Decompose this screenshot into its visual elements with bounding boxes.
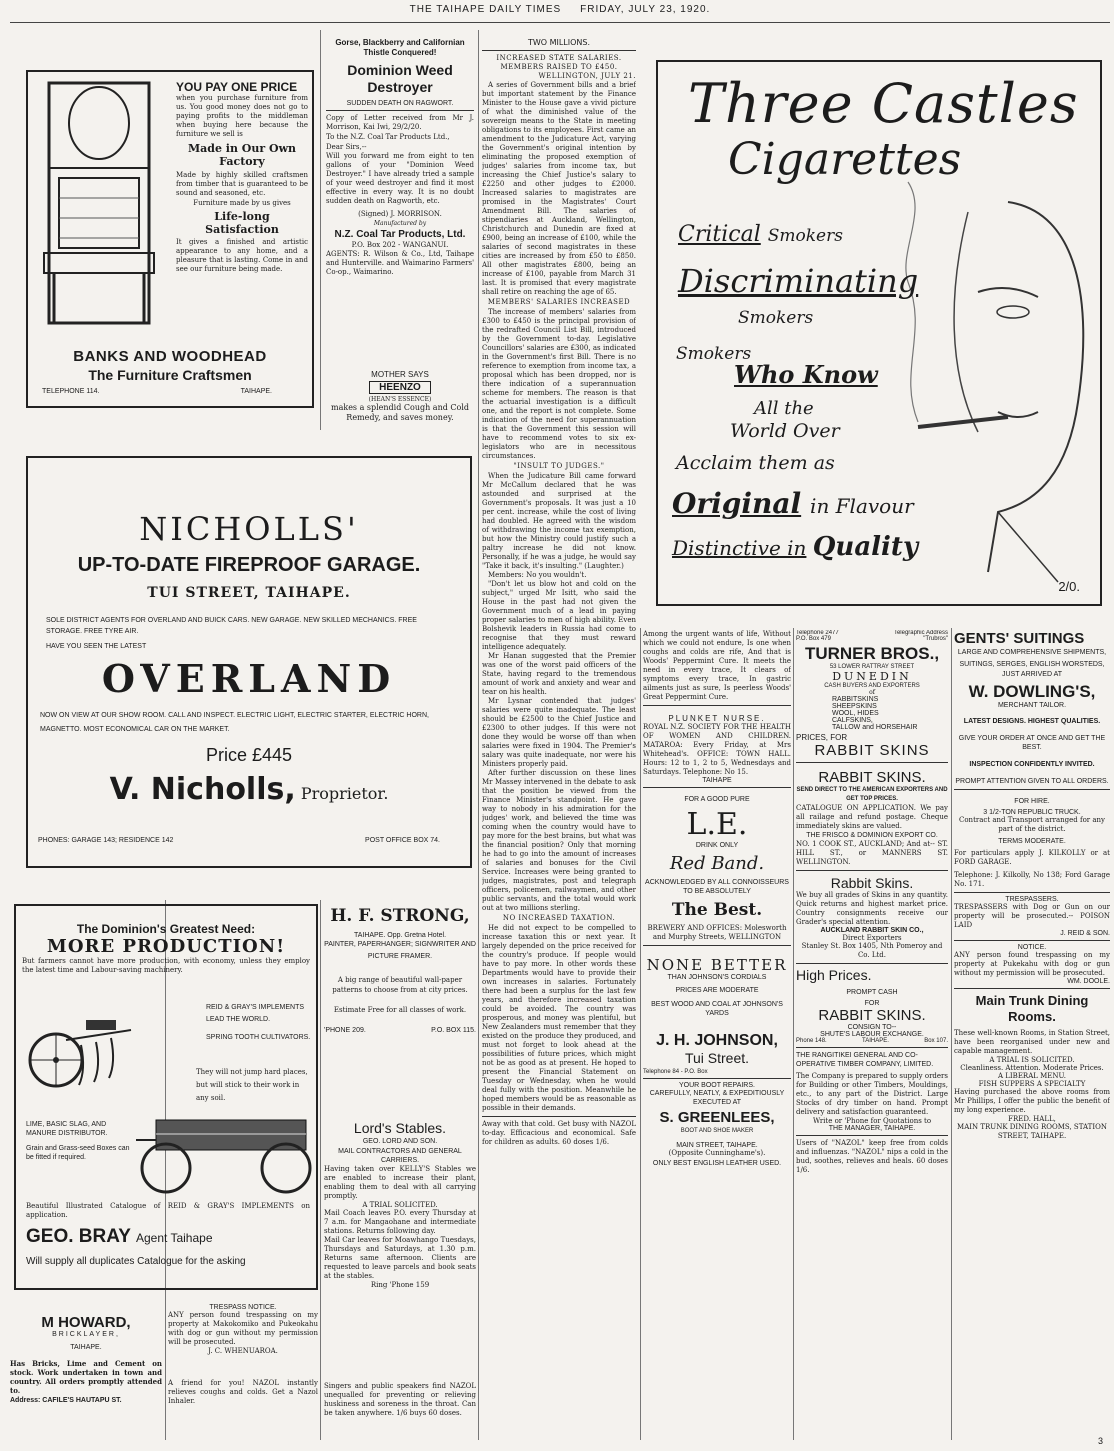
turner-cash: CASH BUYERS AND EXPORTERS [824, 683, 920, 689]
rangitikei-mgr: THE MANAGER, TAIHAPE. [828, 1125, 916, 1132]
turner-item: SHEEPSKINS [832, 703, 877, 710]
bray-name-line [26, 1226, 213, 1248]
divider [482, 50, 636, 51]
dining-body: These well-known Rooms, in Station Street, have been reorganised under new and capable management. [954, 1029, 1110, 1055]
divider [643, 945, 791, 946]
divider [954, 940, 1110, 941]
bray-spring: SPRING TOOTH CULTIVATORS. [206, 1034, 311, 1041]
weed-to: To the N.Z. Coal Tar Products Ltd., [326, 133, 450, 141]
weed-mfd: Manufactured by [373, 220, 427, 227]
column-right-inner [796, 630, 948, 1440]
lords-car: Mail Car leaves for Moawhango Tuesdays, Thursdays and Saturdays, at 1.30 p.m. Returns same afternoon. Clients are requested to leave parcels and book seats at the stables. [324, 1236, 476, 1280]
bray-lime: LIME, BASIC SLAG, AND MANURE DISTRIBUTOR. [26, 1121, 108, 1137]
article-sub: "INSULT TO JUDGES." [513, 462, 605, 470]
tc-smokers-1: Smokers [767, 226, 843, 246]
howard-body: Has Bricks, Lime and Cement on stock. Work undertaken in town and country. All orders promptly attended to. [10, 1359, 162, 1395]
article-sub: MEMBERS RAISED TO £450. [500, 63, 618, 71]
column-rule [320, 30, 321, 430]
greenlees-opp: (Opposite Cunninghame's). [668, 1149, 766, 1157]
tc-who-know: Who Know [734, 360, 878, 389]
weed-title: Dominion Weed Destroyer [347, 62, 453, 95]
shute-phone-line [796, 1038, 948, 1044]
nicholls-box: POST OFFICE BOX 74. [365, 837, 440, 844]
johnson-none: NONE BETTER [646, 956, 788, 974]
whenuaroa-body: ANY person found trespassing on my property at Makokomiko and Pukeokahu with dog or gun without my permission will be prosecuted. [168, 1311, 318, 1346]
kilkolly-apply: For particulars apply J. KILKOLLY or at FORD GARAGE. [954, 849, 1110, 866]
page-number: 3 [1098, 1436, 1104, 1446]
johnson-than: THAN JOHNSON'S CORDIALS [667, 974, 767, 981]
heenzo-ad [326, 370, 474, 440]
shute-for: FOR [864, 1000, 880, 1007]
kilkolly-truck: 3 1/2-TON REPUBLIC TRUCK. [983, 809, 1081, 816]
hall-stand-furniture-image [34, 78, 164, 328]
frisco-title: RABBIT SKINS. [818, 769, 926, 786]
column-rule [793, 628, 794, 1440]
tc-smokers-2: Smokers [738, 308, 814, 328]
woods-cure: Among the urgent wants of life, Without which we could not endure, Is one when coughs and colds are rife, And that is Woods' Peppermint Cure. It meets the need in every trace, It clears of symptoms every trace, In gastric ailments just as sure, Is peerless Woods' Great Peppermint Cure. [643, 630, 791, 701]
reid-title: TRESPASSERS. [1005, 896, 1059, 903]
divider [796, 1135, 948, 1136]
auckland-title: Rabbit Skins. [830, 875, 914, 891]
turner-tele: Telegraphic Address [893, 630, 948, 636]
whenuaroa-sign: J. C. WHENUAROA. [208, 1347, 278, 1355]
dowling-name: W. DOWLING'S, [968, 682, 1096, 701]
divider [643, 1078, 791, 1079]
article-title: TWO MILLIONS. [527, 38, 591, 47]
plunket-town: TAIHAPE [702, 777, 732, 784]
paragraph: Mr Hanan suggested that the Premier was one of the worst paid officers of the State, having regard to the tremendous amount of work and anxiety and wear and tear on his health. [482, 652, 636, 696]
dining-having: Having purchased the above rooms from Mr Phillips, I offer the public the benefit of my long experience. [954, 1088, 1110, 1114]
turner-name: TURNER BROS., [804, 644, 940, 663]
shute-name: SHUTE'S LABOUR EXCHANGE. [820, 1031, 924, 1038]
frisco-send: SEND DIRECT TO THE AMERICAN EXPORTERS AND GET TOP PRICES. [796, 787, 948, 802]
tc-quality: Quality [812, 532, 919, 562]
kilkolly-terms: TERMS MODERATE. [998, 838, 1066, 845]
howard-town: TAIHAPE. [70, 1344, 102, 1351]
dowling-give: GIVE YOUR ORDER AT ONCE AND GET THE BEST. [958, 735, 1106, 751]
article-sub: NO INCREASED TAXATION. [502, 914, 616, 922]
weed-maker: N.Z. Coal Tar Products, Ltd. [334, 229, 466, 240]
strong-est: Estimate Free for all classes of work. [333, 1006, 467, 1014]
auckland-name: AUCKLAND RABBIT SKIN CO., [820, 927, 924, 934]
banks-name: BANKS AND WOODHEAD [73, 348, 267, 365]
nicholls-view: NOW ON VIEW AT OUR SHOW ROOM. CALL AND INSPECT. ELECTRIC LIGHT, ELECTRIC STARTER, ELECTRIC HORN, MAGNETTO. MOST ECONOMICAL CAR ON THE MARKET. [40, 712, 429, 733]
johnson-phone: Telephone 84 - P.O. Box [643, 1069, 708, 1075]
turner-trubros: "Trubros" [923, 636, 948, 642]
tc-flavour: in Flavour [810, 494, 914, 518]
nazol-right: Users of "NAZOL" keep free from colds and influenzas. "NAZOL" nips a cold in the bud, soothes, relieves and heals. 60 doses 1/6. [796, 1139, 948, 1174]
turner-dunedin: DUNEDIN [832, 670, 912, 683]
turner-box-line [796, 636, 948, 642]
nicholls-prop-line [36, 772, 462, 807]
nicholls-garage: UP-TO-DATE FIREPROOF GARAGE. [77, 554, 421, 576]
shute-phone: Phone 148. [796, 1038, 827, 1044]
lords-owners: GEO. LORD AND SON. [362, 1138, 438, 1145]
strong-addr: TAIHAPE. Opp. Gretna Hotel. [353, 932, 447, 939]
greenlees-repairs: YOUR BOOT REPAIRS. [679, 1082, 755, 1089]
tc-acclaim: Acclaim them as [676, 452, 835, 474]
auckland-body: We buy all grades of Skins in any quantity. Quick returns and highest market price. Country consignments receive our Grader's special attention. [796, 891, 948, 926]
paragraph: The increase of members' salaries from £300 to £450 is the principal provision of the redrafted Council List Bill, introduced by the Government to-day. Legislative Councillors' salaries are £300, as indicated in the Government's first Bill. There is no reference to exemption from income tax, a proposal which has been dropped, nor is there indication of a superannuation scheme for members. The reason is that the actuarial investigation is a difficult one, and the report is not complete. Some indication of the need for superannuation is that the Government this session will have to recommend votes to six ex-legislators who are in necessitous circumstances. [482, 308, 636, 460]
weed-sign: (Signed) J. MORRISON. [358, 210, 442, 218]
heenzo-brand: HEENZO [369, 381, 431, 394]
manure-distributor-image [136, 1110, 316, 1196]
banks-craft: The Furniture Craftsmen [88, 367, 252, 383]
shute-box: Box 107. [924, 1038, 948, 1044]
banks-intro: when you purchase furniture from us. You good money does not go to paying profits to the middleman when buying here because the furniture we sell is [176, 94, 308, 138]
red-band-ack: ACKNOWLEDGED BY ALL CONNOISSEURS TO BE ABSOLUTELY [645, 879, 789, 895]
johnson-street: Tui Street. [684, 1050, 750, 1066]
dowling-large: LARGE AND COMPREHENSIVE SHIPMENTS, SUITINGS, SERGES, ENGLISH WORSTEDS, [957, 649, 1107, 668]
nazol-left-ad [324, 1382, 476, 1438]
red-band-best: The Best. [671, 900, 763, 920]
dining-title: Main Trunk Dining Rooms. [975, 993, 1089, 1024]
tc-smokers-3: Smokers [676, 344, 752, 364]
turner-tel: Telephone 2477 [796, 630, 839, 636]
paragraph: After further discussion on these lines Mr Massey intervened in the debate to ask that the position be viewed from the Finance Minister's standpoint. He gave way to nobody in his admiration for the judges' work, and believed the time was coming when the country would have to pay more for the best brains, but what was the financial position? Only that morning he had to go into the amount of increases of salaries and bonuses for the Civil Service. Increases were being granted to judges, magistrates, post and telegraph officers, policemen, railwaymen, and other public servants, and the total would work out at two millions sterling. [482, 769, 636, 912]
bray-name: GEO. BRAY [26, 1226, 131, 1247]
tc-original: Original [672, 487, 802, 520]
plunket-text: ROYAL N.Z. SOCIETY FOR THE HEALTH OF WOMEN AND CHILDREN. MATAROA: Every Friday, at Mrs Whitehead's. OFFICE: TOWN HALL. Hours: 12 to 1, 2 to 5, Wednesdays and Saturdays. Telephone: No 15. [643, 723, 791, 776]
plunket-title: PLUNKET NURSE. [668, 714, 766, 723]
weed-agents: AGENTS: R. Wilson & Co., Ltd, Taihape and Hunterville. and Waimarino Farmers' Co-op., Waimarino. [326, 250, 474, 276]
nicholls-price: Price £445 [205, 745, 293, 765]
masthead-date: FRIDAY, JULY 23, 1920. [580, 4, 711, 15]
two-millions-article [482, 36, 636, 1436]
kilkolly-tel: Telephone: J. Kilkolly, No 138; Ford Garage No. 171. [954, 871, 1110, 888]
column-rule [951, 628, 952, 1440]
frisco-addr: NO. 1 COOK ST., AUCKLAND; And at-- ST. HILL ST., or MANNERS ST. WELLINGTON. [796, 840, 948, 866]
howard-trade: BRICKLAYER, [52, 1331, 120, 1338]
strong-phone: 'PHONE 209. [324, 1027, 366, 1034]
kilkolly-contract: Contract and Transport arranged for any part of the district. [958, 816, 1105, 833]
dowling-designs: LATEST DESIGNS. HIGHEST QUALITIES. [963, 718, 1101, 725]
whenuaroa-friend: A friend for you! NAZOL instantly relieves coughs and colds. Get a Nazol Inhaler. [168, 1379, 318, 1405]
lords-body: Having taken over KELLY'S Stables we are enabled to increase their plant, enabling them to deal with all carrying promptly. [324, 1165, 476, 1200]
paragraph: He did not expect to be compelled to increase taxation this or next year. It largely depended on the price received for the country's produce. If people would have to pay more. In other words these Departments would have to provide their own increases in salaries. Fortunately there had been a surplus for the last few years, and therefore increased taxation could be avoided. The country was prosperous, and money was plentiful, but New Zealanders must remember that they existed on the produce they produced, and must not forget to look ahead at the possibilities of future prices, which might not be as good as at present. He hoped to present the Financial Statement on Tuesday or Wednesday, when he would deal fully with the position. Meanwhile he hoped members would be as reasonable as possible in their demands. [482, 924, 636, 1112]
nazol-mid: Away with that cold. Get busy with NAZOL to-day. Efficacious and economical. Safe for children as adults. 60 doses 1/6. [482, 1120, 636, 1146]
rangitikei-name: THE RANGITIKEI GENERAL AND CO-OPERATIVE TIMBER COMPANY, LIMITED. [796, 1052, 934, 1068]
dining-trial: A TRIAL IS SOLICITED. [989, 1056, 1075, 1064]
lords-title: Lord's Stables. [353, 1120, 447, 1136]
turner-of: of [869, 689, 875, 696]
weed-death: SUDDEN DEATH ON RAGWORT. [346, 100, 454, 107]
paragraph: Members: No you wouldn't. [488, 571, 587, 579]
geo-bray-ad [14, 904, 318, 1290]
column-middle [643, 630, 791, 1440]
turner-item: TALLOW and HORSEHAIR [832, 724, 918, 731]
auckland-addr: Stanley St. Box 1405, Nth Pomeroy and Co. Ltd. [801, 942, 943, 959]
weed-box: P.O. Box 202 - WANGANUI. [351, 241, 449, 249]
heenzo-text: makes a splendid Cough and Cold Remedy, and saves money. [330, 403, 470, 422]
article-sub: MEMBERS' SALARIES INCREASED [487, 298, 631, 306]
greenlees-name: S. GREENLEES, [659, 1109, 775, 1126]
turner-prices: PRICES, FOR [796, 733, 848, 742]
column-rule [478, 30, 479, 1440]
turner-item: CALFSKINS, [832, 717, 873, 724]
masthead [300, 4, 820, 18]
article-body [482, 81, 636, 1113]
lords-coach: Mail Coach leaves P.O. every Thursday at 7 a.m. for Mangaohane and intermediate stations. Returns following day. [324, 1209, 476, 1235]
tc-critical [678, 222, 843, 247]
paragraph: When the Judicature Bill came forward Mr McCallum declared that he was astounded and surprised at the Government's proposals. It was just a 10 per cent. increase, while the cost of living had doubled. He agreed with the wisdom of withdrawing the income tax exemption, but how the Ministry could justify such a paltry increase he did not know. Personally, if he was a judge, he would say "Take it back, it's insulting." (Laughter.) [482, 472, 636, 570]
nicholls-prop: V. Nicholls, [109, 772, 296, 807]
tc-subtitle: Cigarettes [728, 134, 962, 185]
dowling-arrived: JUST ARRIVED AT [1001, 671, 1063, 678]
turner-items [796, 696, 948, 731]
lords-trial: A TRIAL SOLICITED. [362, 1201, 438, 1209]
banks-town: TAIHAPE. [240, 388, 272, 395]
divider [954, 789, 1110, 790]
strong-phone-line [324, 1027, 476, 1034]
howard-name: M HOWARD, [41, 1314, 131, 1331]
divider [326, 110, 474, 111]
banks-material: Furniture made by us gives [193, 199, 291, 207]
nicholls-name: NICHOLLS' [139, 510, 359, 548]
divider [643, 705, 791, 706]
frisco-name: THE FRISCO & DOMINION EXPORT CO. [806, 832, 938, 839]
nicholls-phones: PHONES: GARAGE 143; RESIDENCE 142 [38, 837, 174, 844]
red-band-good: FOR A GOOD PURE [684, 796, 750, 803]
banks-life: Life-long Satisfaction [205, 210, 279, 236]
weed-dear: Dear Sirs,-- [326, 143, 367, 151]
kilkolly-title: FOR HIRE. [1014, 798, 1050, 805]
shute-town: TAIHAPE. [862, 1038, 889, 1044]
bray-reid: REID & GRAY'S IMPLEMENTS LEAD THE WORLD. [206, 1004, 305, 1023]
turner-rabbit: RABBIT SKINS [814, 742, 930, 759]
greenlees-maker: BOOT AND SHOE MAKER [680, 1128, 754, 1134]
nazol-left: Singers and public speakers find NAZOL unequalled for preventing or relieving huskiness and soreness in the throat. Can be taken anywhere. 1/6 buys 60 doses. [324, 1382, 476, 1417]
rangitikei-body: The Company is prepared to supply orders for Building or other Timbers, Mouldings, etc., to any part of the District. Large Stocks of dry timber on hand. Prompt delivery and satisfaction guaranteed. [796, 1072, 948, 1116]
red-band-brewery: BREWERY AND OFFICES: Molesworth and Murphy Streets, WELLINGTON [647, 924, 787, 941]
bray-but: But farmers cannot have more production, with economy, unless they employ the latest time and Labour-saving machinery. [22, 957, 310, 974]
doole-sign: WM. DOOLE. [1067, 978, 1110, 985]
weed-top: Gorse, Blackberry and Californian Thistle Conquered! [335, 38, 465, 57]
banks-heading: YOU PAY ONE PRICE [176, 80, 298, 94]
shute-consign: CONSIGN TO-- [847, 1024, 897, 1031]
divider [643, 787, 791, 788]
dowling-prompt: PROMPT ATTENTION GIVEN TO ALL ORDERS. [955, 778, 1109, 785]
tc-title: Three Castles [688, 72, 1079, 135]
shute-title: High Prices. [796, 967, 872, 983]
dowling-inspect: INSPECTION CONFIDENTLY INVITED. [969, 761, 1095, 768]
red-band-band: Red Band. [669, 853, 765, 874]
divider [954, 892, 1110, 893]
nicholls-overland: OVERLAND [101, 656, 397, 701]
bray-supply: Will supply all duplicates Catalogue for the asking [26, 1256, 246, 1267]
red-band-le: L.E. [686, 807, 748, 842]
heenzo-essence: (HEAN'S ESSENCE) [368, 396, 432, 403]
tc-critical-word: Critical [678, 222, 761, 247]
tc-distinctive: Distinctive in [672, 536, 807, 560]
tc-discriminating: Discriminating [678, 262, 919, 300]
johnson-name: J. H. JOHNSON, [656, 1032, 778, 1049]
divider [796, 1047, 948, 1048]
bray-agent: Agent Taihape [135, 1231, 213, 1245]
banks-factory-text: Made by highly skilled craftsmen from timber that is guaranteed to be sound and seasoned, etc. [176, 171, 308, 197]
lords-mail: MAIL CONTRACTORS AND GENERAL CARRIERS. [338, 1148, 462, 1164]
whenuaroa-ad [168, 1304, 318, 1440]
banks-phone: TELEPHONE 114. [42, 388, 100, 395]
turner-street: 53 LOWER RATTRAY STREET [829, 664, 915, 670]
strong-trade: PAINTER, PAPERHANGER; SIGNWRITER AND PICTURE FRAMER. [324, 941, 476, 960]
nicholls-prop2: Proprietor. [300, 784, 389, 803]
banks-woodhead-ad [26, 70, 314, 408]
dining-clean: Cleanliness. Attention. Moderate Prices. [960, 1064, 1104, 1072]
lords-stables-ad [324, 1120, 476, 1360]
divider [796, 963, 948, 964]
turner-box: P.O. Box 479 [796, 636, 831, 642]
whenuaroa-title: TRESPASS NOTICE. [209, 1304, 277, 1311]
three-castles-ad [656, 60, 1102, 606]
column-rule [640, 628, 641, 1440]
dining-addr: MAIN TRUNK DINING ROOMS, STATION STREET, TAIHAPE. [957, 1123, 1107, 1140]
red-band-drink: DRINK ONLY [695, 842, 739, 849]
johnson-prices: PRICES ARE MODERATE [675, 987, 759, 994]
lords-ring: Ring 'Phone 159 [370, 1281, 430, 1289]
banks-made: Made in Our Own Factory [187, 142, 297, 168]
turner-item: RABBITSKINS [832, 696, 879, 703]
nicholls-seen: HAVE YOU SEEN THE LATEST [46, 643, 147, 650]
doole-title: NOTICE. [1017, 944, 1047, 951]
reid-sign: J. REID & SON. [1060, 930, 1110, 937]
dateline: WELLINGTON, JULY 21. [538, 72, 636, 80]
bray-jump: They will not jump hard places, but will stick to their work in any soil. [196, 1068, 308, 1102]
divider [954, 988, 1110, 989]
paragraph: "Don't let us blow hot and cold on the subject," urged Mr Isitt, who said the House in the past had not given the Government much of a lead in paying proper salaries to men of high ability. Even Bolshevik leaders in Russia had come to recognise that they must reward intelligence adequately. [482, 580, 636, 651]
strong-name: H. F. STRONG, [330, 906, 470, 926]
smoker-face-image [888, 172, 1098, 592]
dowling-title: GENTS' SUITINGS [954, 630, 1085, 647]
dining-fish: FISH SUPPERS A SPECIALTY [978, 1080, 1086, 1088]
tc-all-the: All the [754, 398, 814, 419]
masthead-rule [10, 22, 1110, 23]
paragraph: Mr Lysnar contended that judges' salaries were quite inadequate. The least should be £2500 to the Chief Justice and £2300 to other judges. If this were not done they would be worse off than when salaries were fixed in 1904. The Premier's salary was quite inadequate, nor were his Ministers properly paid. [482, 697, 636, 768]
tc-original-line [672, 487, 914, 520]
nicholls-agents: SOLE DISTRICT AGENTS FOR OVERLAND AND BUICK CARS. NEW GARAGE. NEW SKILLED MECHANICS. FREE STORAGE. FREE TYRE AIR. [46, 617, 417, 635]
paragraph: A series of Government bills and a brief but important statement by the Finance Minister to the House gave a vivid picture of what the diminished value of the sovereign means to the State in meeting obligations to its employees. First came an amendment to the Judicature Act, varying the Government's original intention by eliminating the proposed exemption of judges' salaries from income tax, but increasing the Chief Justice's salary to £2250 and other judges to £2000. Increased salaries to magistrates are promised in the Magistrates' Court Amendment Bill. The salaries of stipendiaries at Auckland, Wellington, Christchurch and Dunedin are fixed at £900, being an increase of £100, while the salaries of second magistrates in these cities are increased by from £50 to £850. All other magistrates £800, being an increase of £100, payable from March 31 last. It is promised that every magistrate shall retire on reaching the age of 65. [482, 81, 636, 296]
frisco-body: CATALOGUE ON APPLICATION. We pay all railage and refund postage. Cheque immediately skins are valued. [796, 804, 948, 830]
auckland-direct: Direct Exporters [842, 934, 902, 942]
weed-body: Will you forward me from eight to ten gallons of your "Dominion Weed Destroyer." I have already tried a sample of your weed destroyer and find it most effective in every way. It is no doubt sudden death on Ragworth, etc. [326, 152, 474, 205]
shute-prompt: PROMPT CASH [846, 989, 898, 996]
bray-more: MORE PRODUCTION! [46, 936, 286, 957]
nicholls-street: TUI STREET, TAIHAPE. [147, 585, 351, 601]
divider [482, 1116, 636, 1117]
greenlees-careful: CAREFULLY, NEATLY, & EXPEDITIOUSLY EXECUTED AT [649, 1090, 785, 1106]
bray-title: The Dominion's Greatest Need: [76, 922, 256, 936]
cultivator-image [26, 1000, 136, 1100]
article-sub: INCREASED STATE SALARIES. [496, 54, 622, 62]
tc-world-over: World Over [730, 420, 840, 442]
nicholls-garage-ad [26, 456, 472, 868]
column-rule [320, 900, 321, 1440]
greenlees-street: MAIN STREET, TAIHAPE. [676, 1142, 758, 1149]
bray-grain: Grain and Grass-seed Boxes can be fitted if required. [26, 1145, 130, 1161]
tc-price: 2/0. [1058, 579, 1080, 594]
dining-sign: FRED. HALL, [1008, 1115, 1056, 1123]
reid-body: TRESPASSERS with Dog or Gun on our property will be prosecuted.-- POISON LAID [954, 903, 1110, 929]
dining-menu: A LIBERAL MENU. [997, 1072, 1067, 1080]
banks-life-text: It gives a finished and artistic appearance to any home, and a pleasure that is lasting. Come in and see our furniture being made. [176, 238, 308, 273]
greenlees-only: ONLY BEST ENGLISH LEATHER USED. [652, 1160, 782, 1167]
rangitikei-write: Write or 'Phone for Quotations to [812, 1117, 932, 1125]
divider [796, 870, 948, 871]
doole-body: ANY person found trespassing on my property at Pukekahu with dog or gun without my permission will be prosecuted. [954, 951, 1110, 977]
howard-ad [10, 1304, 162, 1440]
turner-item: WOOL, HIDES [832, 710, 879, 717]
dowling-tailor: MERCHANT TAILOR. [997, 702, 1067, 709]
column-right-outer [954, 630, 1110, 1440]
bray-cat: Beautiful Illustrated Catalogue of REID & GRAY'S IMPLEMENTS on application. [26, 1202, 310, 1219]
howard-addr: Address: CAFILE'S HAUTAPU ST. [10, 1397, 122, 1404]
heenzo-says: MOTHER SAYS [371, 370, 429, 379]
johnson-wood: BEST WOOD AND COAL AT JOHNSON'S YARDS [651, 1001, 783, 1017]
weed-destroyer-ad [326, 38, 474, 368]
strong-ad [324, 906, 476, 1106]
shute-rabbit: RABBIT SKINS. [818, 1007, 926, 1024]
weed-letter-head: Copy of Letter received from Mr J. Morrison, Kai Iwi, 29/2/20. [326, 114, 474, 131]
divider [796, 762, 948, 763]
strong-box: P.O. BOX 115. [431, 1027, 476, 1034]
tc-distinctive-line [672, 532, 918, 562]
masthead-title: THE TAIHAPE DAILY TIMES [409, 4, 562, 15]
strong-range: A big range of beautiful wall-paper patterns to choose from at city prices. [332, 976, 468, 994]
